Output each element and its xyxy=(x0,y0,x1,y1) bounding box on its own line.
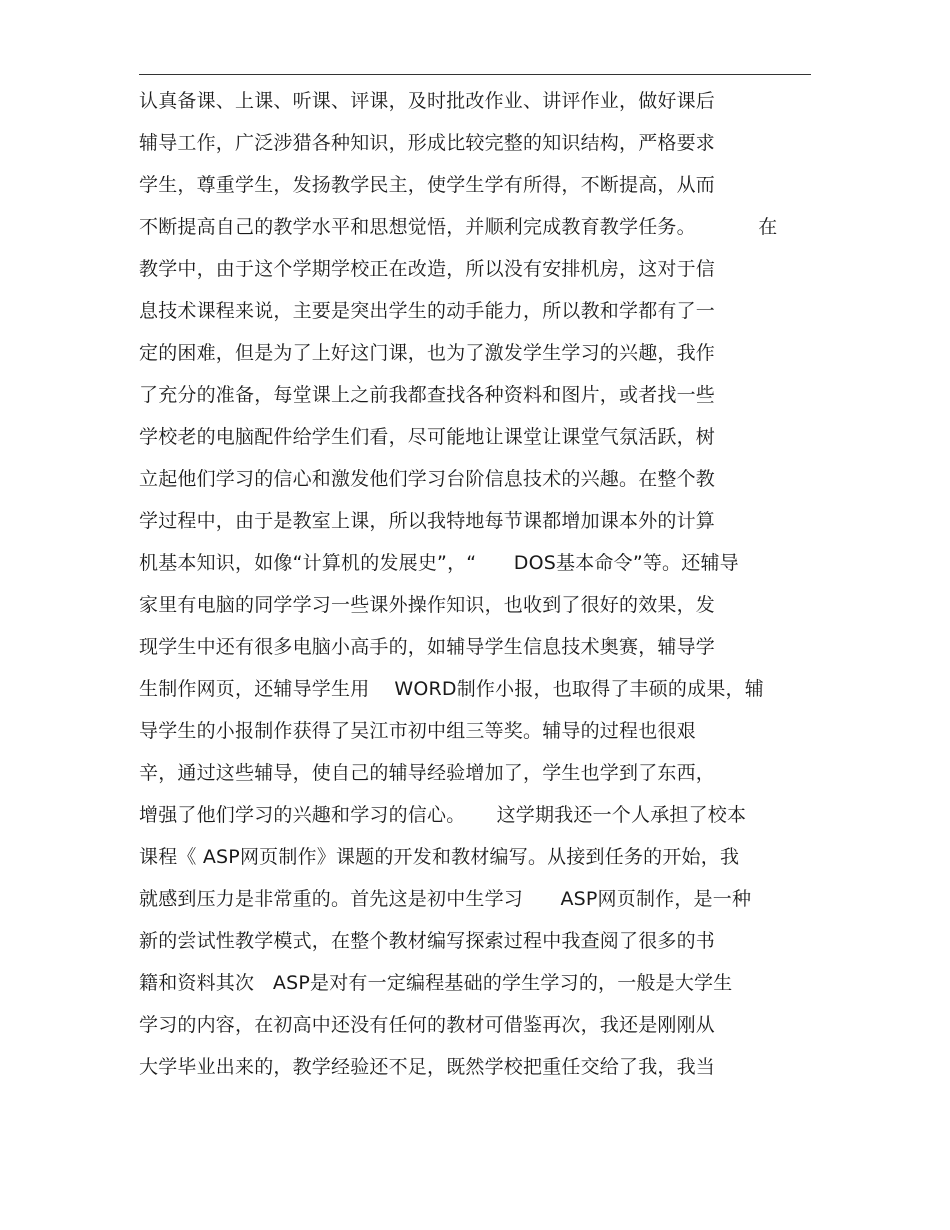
text-line: 导学生的小报制作获得了吴江市初中组三等奖。辅导的过程也很艰 xyxy=(139,720,696,742)
text-line: 大学毕业出来的，教学经验还不足，既然学校把重任交给了我，我当 xyxy=(139,1056,716,1078)
text-line: 息技术课程来说，主要是突出学生的动手能力，所以教和学都有了一 xyxy=(139,300,716,322)
text-line: 学习的内容，在初高中还没有任何的教材可借鉴再次，我还是刚刚从 xyxy=(139,1014,716,1036)
text-line: 学校老的电脑配件给学生们看，尽可能地让课堂让课堂气氛活跃，树 xyxy=(139,426,716,448)
text-line: 就感到压力是非常重的。首先这是初中生学习 ASP网页制作，是一种 xyxy=(139,888,752,910)
text-line: 生制作网页，还辅导学生用 WORD制作小报，也取得了丰硕的成果，辅 xyxy=(139,678,764,700)
text-line: 立起他们学习的信心和激发他们学习台阶信息技术的兴趣。在整个教 xyxy=(139,468,716,490)
text-line: 课程《 ASP网页制作》课题的开发和教材编写。从接到任务的开始，我 xyxy=(139,846,740,868)
text-line: 辛，通过这些辅导，使自己的辅导经验增加了，学生也学到了东西， xyxy=(139,762,716,784)
text-line: 增强了他们学习的兴趣和学习的信心。 这学期我还一个人承担了校本 xyxy=(139,804,747,826)
text-line: 不断提高自己的教学水平和思想觉悟，并顺利完成教育教学任务。 在 xyxy=(139,216,778,238)
body-text xyxy=(139,80,819,1088)
text-line: 籍和资料其次 ASP是对有一定编程基础的学生学习的，一般是大学生 xyxy=(139,972,733,994)
text-line: 定的困难，但是为了上好这门课，也为了激发学生学习的兴趣，我作 xyxy=(139,342,716,364)
header-rule xyxy=(139,74,811,75)
text-line: 学过程中，由于是教室上课，所以我特地每节课都增加课本外的计算 xyxy=(139,510,716,532)
text-line: 新的尝试性教学模式，在整个教材编写探索过程中我查阅了很多的书 xyxy=(139,930,716,952)
text-line: 机基本知识，如像“计算机的发展史”，“ DOS基本命令”等。还辅导 xyxy=(139,552,739,574)
text-line: 认真备课、上课、听课、评课，及时批改作业、讲评作业，做好课后 xyxy=(139,90,716,112)
text-line: 学生，尊重学生，发扬教学民主，使学生学有所得，不断提高，从而 xyxy=(139,174,716,196)
text-line: 家里有电脑的同学学习一些课外操作知识，也收到了很好的效果，发 xyxy=(139,594,716,616)
text-line: 辅导工作，广泛涉猎各种知识，形成比较完整的知识结构，严格要求 xyxy=(139,132,716,154)
text-line: 现学生中还有很多电脑小高手的，如辅导学生信息技术奥赛，辅导学 xyxy=(139,636,716,658)
text-line: 教学中，由于这个学期学校正在改造，所以没有安排机房，这对于信 xyxy=(139,258,716,280)
text-line: 了充分的准备，每堂课上之前我都查找各种资料和图片，或者找一些 xyxy=(139,384,716,406)
